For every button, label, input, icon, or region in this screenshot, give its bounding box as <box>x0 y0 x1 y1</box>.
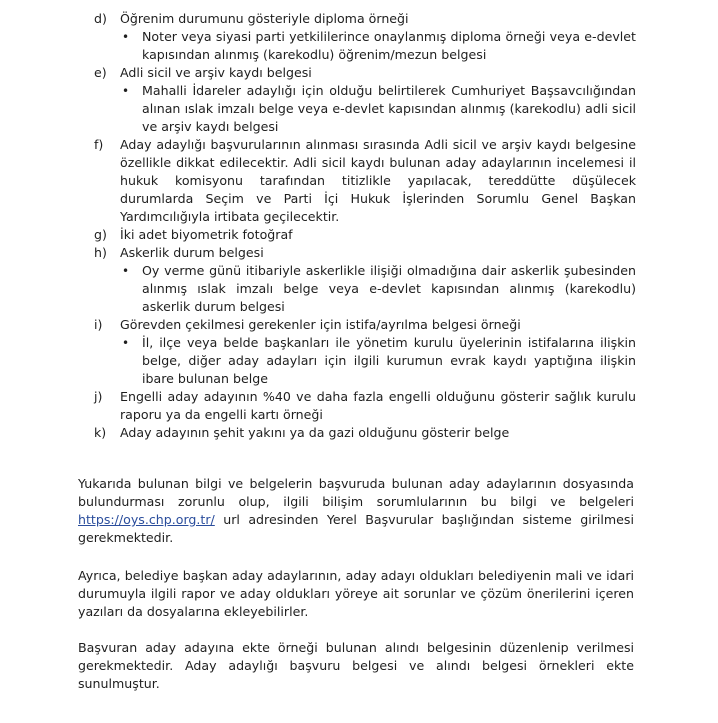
item-text: Adli sicil ve arşiv kaydı belgesi <box>120 65 312 80</box>
bullet-text: Noter veya siyasi parti yetkililerince onaylanmış diploma örneği veya e-devlet kapısından alınmış (karekodlu) öğrenim/mezun belgesi <box>142 29 636 62</box>
bullet-text: Mahalli İdareler adaylığı için olduğu belirtilerek Cumhuriyet Başsavcılığından alınan ıslak imzalı belge veya e-devlet kapısından alınmış (karekodlu) adli sicil ve arşiv kaydı belgesi <box>142 83 636 134</box>
bullet-text: İl, ilçe veya belde başkanları ile yönetim kurulu üyelerinin istifalarına ilişkin belge, diğer aday adayları için ilgili kurumun evrak kaydı yaptığına ilişkin ibare bulunan belge <box>142 335 636 386</box>
item-marker: d) <box>94 11 107 26</box>
item-marker: g) <box>94 227 107 242</box>
paragraph-text: Yukarıda bulunan bilgi ve belgelerin başvuruda bulunan aday adaylarının dosyasında bulundurması zorunlu olup, ilgili bilişim sorumlularının bu bilgi ve belgeleri <box>78 476 634 509</box>
item-text: Görevden çekilmesi gerekenler için istifa/ayrılma belgesi örneği <box>120 317 521 332</box>
bullet-item <box>0 334 718 388</box>
item-text: Öğrenim durumunu gösteriyle diploma örneği <box>120 11 409 26</box>
item-marker: k) <box>94 425 107 440</box>
bullet-dot-icon: • <box>122 336 130 350</box>
item-marker: j) <box>94 389 103 404</box>
bullet-dot-icon: • <box>122 30 130 44</box>
list-item-g <box>0 226 718 244</box>
paragraph-receipt <box>78 639 634 693</box>
bullet-dot-icon: • <box>122 264 130 278</box>
item-text: İki adet biyometrik fotoğraf <box>120 227 293 242</box>
item-marker: f) <box>94 137 104 152</box>
list-item-j <box>0 388 718 424</box>
list-item-i <box>0 316 718 334</box>
paragraph-text: Başvuran aday adayına ekte örneği bulunan alındı belgesinin düzenlenip verilmesi gerekmektedir. Aday adaylığı başvuru belgesi ve alındı belgesi örnekleri ekte sunulmuştur. <box>78 640 634 691</box>
item-text: Askerlik durum belgesi <box>120 245 264 260</box>
list-item-f <box>0 136 718 226</box>
bullet-item <box>0 82 718 136</box>
item-marker: h) <box>94 245 107 260</box>
paragraph-info <box>78 475 634 547</box>
bullet-text: Oy verme günü itibariyle askerlikle ilişiği olmadığına dair askerlik şubesinden alınmış ıslak imzalı belge veya e-devlet kapısından alınmış (karekodlu) askerlik durum belgesi <box>142 263 636 314</box>
item-text: Aday adaylığı başvurularının alınması sırasında Adli sicil ve arşiv kaydı belgesine özellikle dikkat edilecektir. Adli sicil kaydı bulunan aday adaylarının incelemesi il hukuk komisyonu tarafından titizlikle yapılacak, tereddütte düşülecek durumlarda Seçim ve Parti İçi Hukuk İşlerinden Sorumlu Genel Başkan Yardımcılığıyla irtibata geçilecektir. <box>120 137 636 224</box>
list-item-d <box>0 10 718 28</box>
requirements-list <box>0 10 718 442</box>
paragraph-text: Ayrıca, belediye başkan aday adaylarının, aday adayı oldukları belediyenin mali ve idari durumuyla ilgili rapor ve aday oldukları yöreye ait sorunlar ve çözüm önerilerini içeren yazıları da dosyalarına ekleyebilirler. <box>78 568 634 619</box>
item-marker: e) <box>94 65 107 80</box>
item-marker: i) <box>94 317 103 332</box>
list-item-e <box>0 64 718 82</box>
paragraph-additional <box>78 567 634 621</box>
list-item-h <box>0 244 718 262</box>
item-text: Engelli aday adayının %40 ve daha fazla engelli olduğunu gösterir sağlık kurulu raporu ya da engelli kartı örneği <box>120 389 636 422</box>
item-text: Aday adayının şehit yakını ya da gazi olduğunu gösterir belge <box>120 425 510 440</box>
bullet-item <box>0 28 718 64</box>
bullet-item <box>0 262 718 316</box>
bullet-dot-icon: • <box>122 84 130 98</box>
oys-link[interactable]: https://oys.chp.org.tr/ <box>78 512 215 527</box>
paragraph-text: url adresinden Yerel Başvurular başlığından sisteme girilmesi gerekmektedir. <box>78 512 634 545</box>
list-item-k <box>0 424 718 442</box>
